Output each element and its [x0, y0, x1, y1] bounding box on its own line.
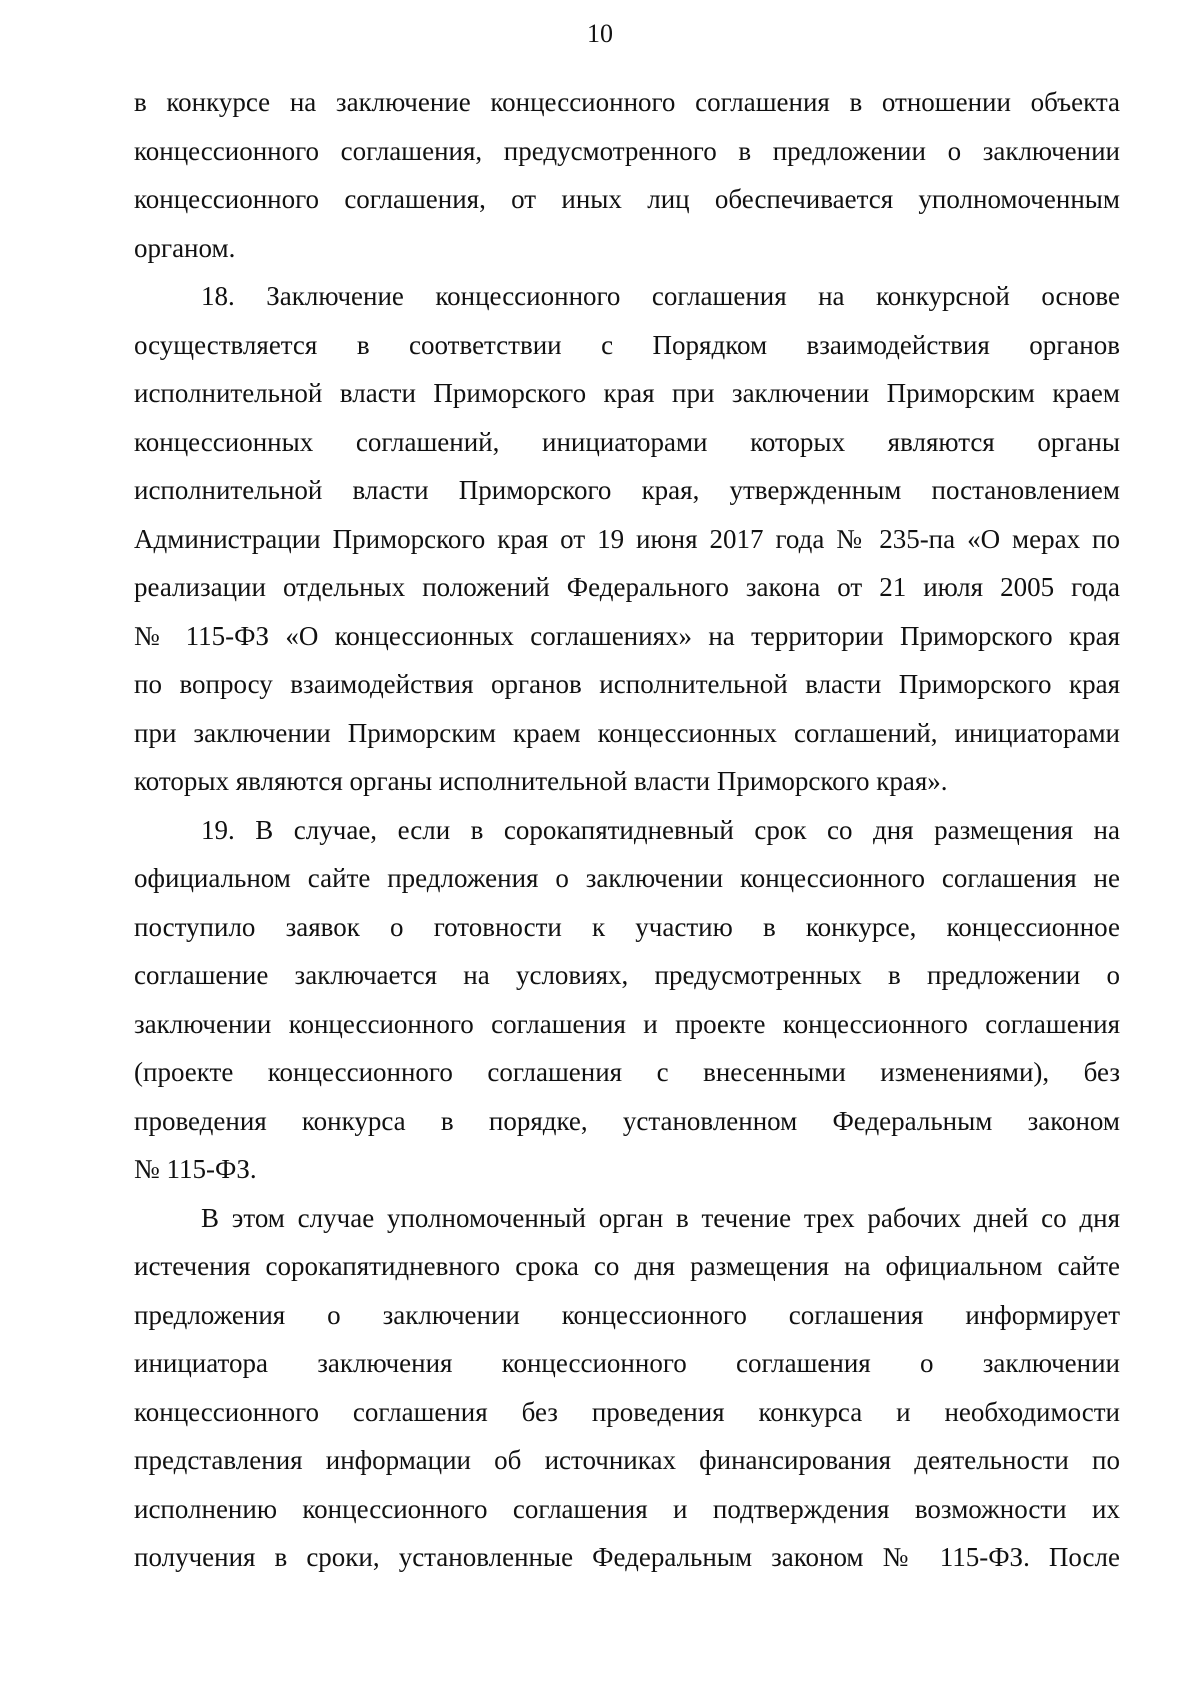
text-line: исполнению концессионного соглашения и подтверждения возможности их: [134, 1493, 1120, 1524]
text-line: концессионного соглашения без проведения конкурса и необходимости: [134, 1396, 1120, 1427]
text-line: поступило заявок о готовности к участию в конкурсе, концессионное: [134, 911, 1120, 942]
text-line: представления информации об источниках финансирования деятельности по: [134, 1445, 1120, 1475]
text-line: предложения о заключении концессионного соглашения информирует: [134, 1299, 1120, 1330]
text-line: соглашение заключается на условиях, предусмотренных в предложении о: [134, 960, 1120, 990]
text-line: получения в сроки, установленные Федеральным законом № 115-ФЗ. После: [134, 1542, 1120, 1572]
text-line: исполнительной власти Приморского края при заключении Приморским краем: [134, 378, 1120, 408]
text-line: реализации отдельных положений Федерального закона от 21 июля 2005 года: [134, 572, 1120, 602]
text-line: в конкурсе на заключение концессионного соглашения в отношении объекта: [134, 87, 1120, 117]
text-line: исполнительной власти Приморского края, утвержденным постановлением: [134, 475, 1120, 505]
text-line: заключении концессионного соглашения и проекте концессионного соглашения: [134, 1008, 1120, 1039]
document-body: [134, 78, 1120, 1582]
text-line: Администрации Приморского края от 19 июня 2017 года № 235-па «О мерах по: [134, 523, 1120, 554]
text-line: которых являются органы исполнительной власти Приморского края».: [134, 766, 948, 796]
text-line: № 115-ФЗ.: [134, 1154, 257, 1184]
text-line: концессионного соглашения, предусмотренного в предложении о заключении: [134, 135, 1120, 166]
text-line: 19. В случае, если в сорокапятидневный срок со дня размещения на: [201, 814, 1120, 845]
text-line: истечения сорокапятидневного срока со дня размещения на официальном сайте: [134, 1251, 1120, 1281]
text-line: № 115-ФЗ «О концессионных соглашениях» на территории Приморского края: [134, 620, 1120, 651]
text-line: по вопросу взаимодействия органов исполнительной власти Приморского края: [134, 669, 1120, 699]
text-line: (проекте концессионного соглашения с внесенными изменениями), без: [134, 1057, 1120, 1087]
text-line: осуществляется в соответствии с Порядком взаимодействия органов: [134, 329, 1120, 360]
text-line: 18. Заключение концессионного соглашения на конкурсной основе: [201, 281, 1120, 311]
text-line: органом.: [134, 232, 236, 263]
text-line: официальном сайте предложения о заключении концессионного соглашения не: [134, 863, 1120, 893]
text-line: инициатора заключения концессионного соглашения о заключении: [134, 1348, 1120, 1378]
text-line: при заключении Приморским краем концессионных соглашений, инициаторами: [134, 717, 1120, 748]
text-line: В этом случае уполномоченный орган в течение трех рабочих дней со дня: [201, 1202, 1120, 1233]
page-number: 10: [587, 19, 613, 48]
text-line: концессионных соглашений, инициаторами которых являются органы: [134, 426, 1120, 457]
text-line: проведения конкурса в порядке, установленном Федеральным законом: [134, 1105, 1120, 1136]
text-line: концессионного соглашения, от иных лиц обеспечивается уполномоченным: [134, 184, 1120, 214]
